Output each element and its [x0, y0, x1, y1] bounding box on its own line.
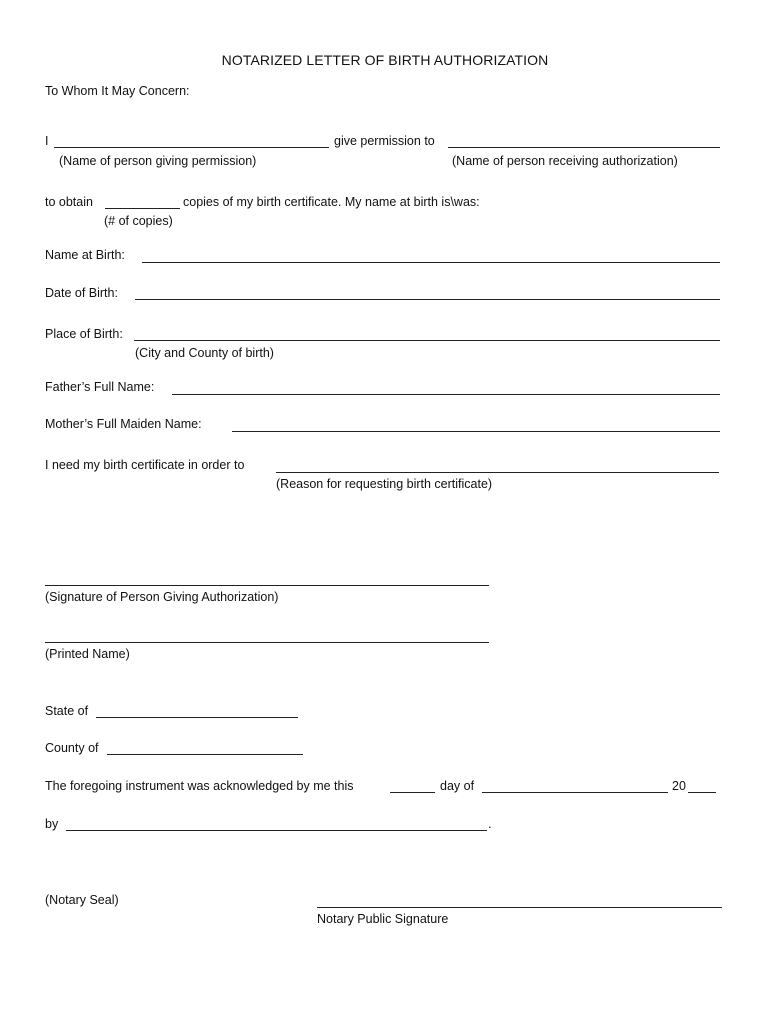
to-obtain-label: to obtain [45, 195, 93, 209]
signature-line[interactable] [45, 585, 489, 586]
place-of-birth-label: Place of Birth: [45, 327, 123, 341]
county-line[interactable] [107, 754, 303, 755]
year-prefix: 20 [672, 779, 686, 793]
state-line[interactable] [96, 717, 298, 718]
by-label: by [45, 817, 59, 831]
mother-name-label: Mother’s Full Maiden Name: [45, 417, 202, 431]
giver-name-line[interactable] [54, 147, 329, 148]
month-line[interactable] [482, 792, 668, 793]
date-of-birth-line[interactable] [135, 299, 720, 300]
notary-signature-line[interactable] [317, 907, 722, 908]
notary-seal-label: (Notary Seal) [45, 893, 119, 907]
place-caption: (City and County of birth) [135, 346, 274, 360]
copies-count-line[interactable] [105, 208, 180, 209]
state-of-label: State of [45, 704, 89, 718]
reason-caption: (Reason for requesting birth certificate) [276, 477, 493, 491]
reason-label: I need my birth certificate in order to [45, 458, 245, 472]
date-of-birth-label: Date of Birth: [45, 286, 118, 300]
reason-line[interactable] [276, 472, 719, 473]
printed-name-caption: (Printed Name) [45, 647, 130, 661]
give-permission-label: give permission to [334, 134, 435, 148]
printed-name-line[interactable] [45, 642, 489, 643]
acknowledged-text: The foregoing instrument was acknowledged by me this [45, 779, 354, 793]
day-of-label: day of [440, 779, 475, 793]
mother-name-line[interactable] [232, 431, 720, 432]
receiver-caption: (Name of person receiving authorization) [452, 154, 678, 168]
signature-caption: (Signature of Person Giving Authorization) [45, 590, 279, 604]
year-line[interactable] [688, 792, 716, 793]
name-at-birth-line[interactable] [142, 262, 720, 263]
receiver-name-line[interactable] [448, 147, 720, 148]
father-name-label: Father’s Full Name: [45, 380, 155, 394]
by-period: . [488, 817, 492, 831]
place-of-birth-line[interactable] [134, 340, 720, 341]
copies-text: copies of my birth certificate. My name at birth is\was: [183, 195, 480, 209]
father-name-line[interactable] [172, 394, 720, 395]
day-line[interactable] [390, 792, 435, 793]
copies-caption: (# of copies) [104, 214, 173, 228]
county-of-label: County of [45, 741, 99, 755]
by-line[interactable] [66, 830, 487, 831]
salutation: To Whom It May Concern: [45, 84, 190, 98]
name-at-birth-label: Name at Birth: [45, 248, 125, 262]
document-title: NOTARIZED LETTER OF BIRTH AUTHORIZATION [221, 52, 549, 68]
giver-caption: (Name of person giving permission) [59, 154, 257, 168]
i-label: I [45, 134, 49, 148]
notary-signature-caption: Notary Public Signature [317, 912, 449, 926]
